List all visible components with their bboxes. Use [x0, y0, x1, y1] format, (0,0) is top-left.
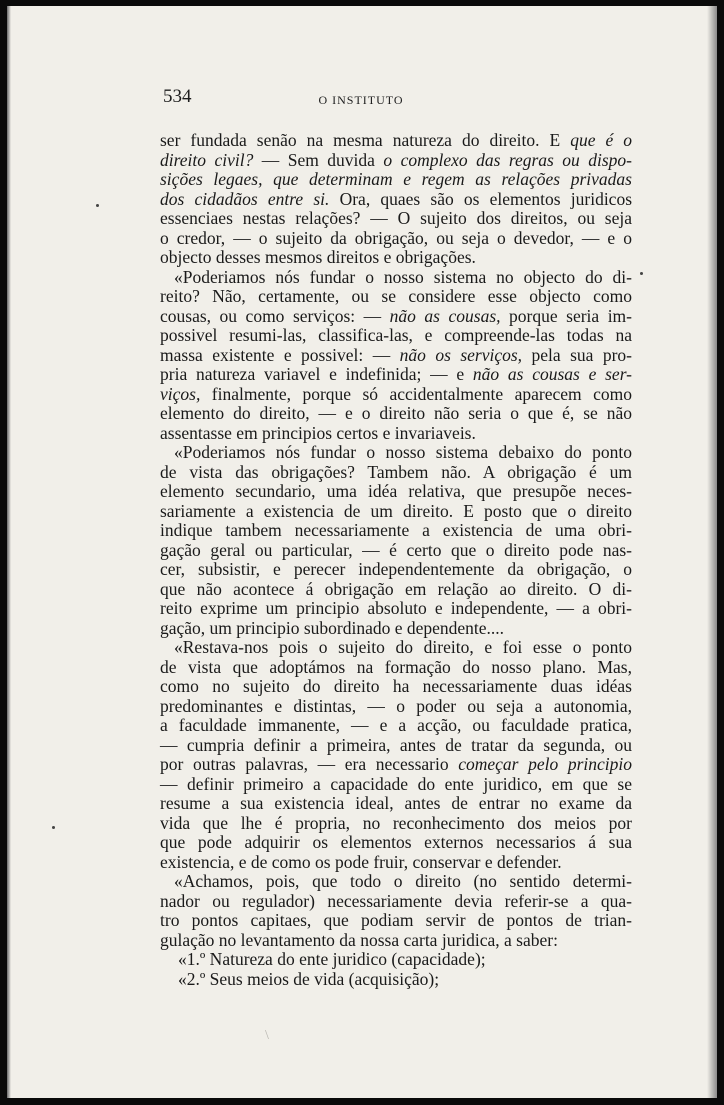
- text-line: [160, 287, 632, 307]
- text-segment: finalmente, porque só accidentalmente aparecem como: [200, 383, 632, 404]
- text-segment: gação geral ou particular, — é certo que o direito pode nas-: [160, 539, 632, 560]
- italic-segment: sições legaes, que determinam e regem as relações privadas: [160, 169, 632, 189]
- text-segment: de vista das obrigações? Tambem não. A obrigação é um: [160, 461, 632, 482]
- text-line: [160, 638, 632, 658]
- text-segment: massa existente e possivel: —: [160, 344, 400, 365]
- text-line: [160, 970, 632, 990]
- text-segment: como no sujeito do direito ha necessariamente duas idéas: [160, 676, 632, 696]
- scan-speck: [640, 272, 643, 275]
- text-line: [160, 443, 632, 463]
- text-line: [160, 151, 632, 171]
- text-segment: a faculdade immanente, — e a acção, ou faculdade pratica,: [160, 715, 632, 735]
- text-segment: ser fundada senão na mesma natureza do direito. E: [160, 130, 571, 150]
- text-segment: tro pontos capitaes, que podiam servir de pontos de trian-: [160, 910, 632, 930]
- text-segment: possivel resumi-las, classifica-las, e compreende-las todas na: [160, 325, 632, 345]
- italic-segment: não os serviços,: [399, 344, 523, 365]
- italic-segment: dos cidadãos entre si.: [160, 188, 330, 209]
- italic-segment: começar pelo principio: [458, 754, 632, 774]
- text-line: [160, 677, 632, 697]
- italic-segment: viços,: [160, 383, 201, 404]
- text-segment: — Sem duvida: [253, 149, 384, 170]
- text-line: [160, 521, 632, 541]
- text-line: [160, 502, 632, 522]
- text-line: [160, 541, 632, 561]
- scan-speck: [96, 204, 99, 207]
- text-line: [160, 463, 632, 483]
- text-segment: nador ou regulador) necessariamente devia referir-se a qua-: [160, 890, 632, 911]
- text-segment: «1.º Natureza do ente juridico (capacidade);: [178, 949, 486, 969]
- italic-segment: não as cousas e ser-: [472, 364, 632, 384]
- text-segment: assentasse em principios certos e invariaveis.: [160, 422, 476, 443]
- text-segment: sariamente a existencia de um direito. E posto que o direito: [160, 500, 632, 521]
- text-segment: «Poderiamos nós fundar o nosso sistema debaixo do ponto: [174, 442, 632, 462]
- text-segment: pria natureza variavel e indefinida; — e: [160, 364, 473, 384]
- text-segment: «Restava-nos pois o sujeito do direito, e foi esse o ponto: [174, 637, 632, 657]
- italic-segment: direito civil?: [160, 149, 254, 170]
- text-line: [160, 716, 632, 736]
- text-segment: elemento do direito, — e o direito não seria o que é, se não: [160, 403, 632, 423]
- text-segment: predominantes e distintas, — o poder ou seja a autonomia,: [160, 695, 632, 716]
- text-line: [160, 814, 632, 834]
- text-line: [160, 892, 632, 912]
- text-line: [160, 580, 632, 600]
- text-line: [160, 599, 632, 619]
- text-segment: indique tambem necessariamente a existencia de uma obri-: [160, 520, 632, 540]
- italic-segment: não as cousas,: [389, 305, 501, 326]
- text-segment: porque seria im-: [500, 305, 632, 326]
- text-line: [160, 911, 632, 931]
- text-line: [160, 307, 632, 327]
- text-line: [160, 658, 632, 678]
- page-header: [163, 86, 559, 112]
- text-segment: gação, um principio subordinado e dependente....: [160, 617, 505, 638]
- text-line: [160, 385, 632, 405]
- text-segment: «2.º Seus meios de vida (acquisição);: [178, 968, 440, 989]
- text-segment: pela sua pro-: [522, 344, 632, 365]
- text-segment: «Achamos, pois, que todo o direito (no sentido determi-: [174, 871, 632, 891]
- text-line: [160, 248, 632, 268]
- text-line: [160, 872, 632, 892]
- text-line: [160, 482, 632, 502]
- text-line: [160, 170, 632, 190]
- text-segment: que pode adquirir os elementos externos necessarios á sua: [160, 832, 632, 852]
- text-segment: vida que lhe é propria, no reconhecimento dos meios por: [160, 812, 632, 833]
- text-segment: resume a sua existencia ideal, antes de entrar no exame da: [160, 793, 632, 813]
- text-line: [160, 190, 632, 210]
- footer-mark: \: [265, 1028, 269, 1043]
- text-line: [160, 346, 632, 366]
- text-segment: essenciaes nestas relações? — O sujeito dos direitos, ou seja: [160, 208, 632, 228]
- italic-segment: que é o: [570, 130, 632, 150]
- scan-edge-left: [7, 6, 11, 1098]
- text-line: [160, 131, 632, 151]
- text-line: [160, 853, 632, 873]
- italic-segment: o complexo das regras ou dispo-: [383, 149, 633, 170]
- text-line: [160, 736, 632, 756]
- text-line: [160, 229, 632, 249]
- text-line: [160, 326, 632, 346]
- text-line: [160, 833, 632, 853]
- text-line: [160, 775, 632, 795]
- text-line: [160, 931, 632, 951]
- text-segment: por outras palavras, — era necessario: [160, 754, 459, 774]
- text-line: [160, 209, 632, 229]
- running-head: O INSTITUTO: [318, 93, 404, 107]
- text-line: [160, 755, 632, 775]
- text-line: [160, 950, 632, 970]
- text-segment: Ora, quaes são os elementos juridicos: [329, 188, 633, 209]
- text-line: [160, 424, 632, 444]
- body-text: [160, 131, 632, 989]
- text-line: [160, 619, 632, 639]
- text-segment: gulação no levantamento da nossa carta juridica, a saber:: [160, 929, 558, 950]
- scan-speck: [52, 826, 55, 829]
- text-line: [160, 794, 632, 814]
- text-segment: elemento secundario, uma idéa relativa, que presupõe neces-: [160, 481, 632, 501]
- text-segment: «Poderiamos nós fundar o nosso sistema no objecto do di-: [174, 266, 632, 287]
- text-segment: objecto desses mesmos direitos e obrigações.: [160, 247, 476, 267]
- text-segment: que não acontece á obrigação em relação ao direito. O di-: [160, 578, 632, 599]
- text-line: [160, 560, 632, 580]
- text-segment: o credor, — o sujeito da obrigação, ou seja o devedor, — e o: [160, 227, 632, 248]
- text-segment: de vista que adoptámos na formação do nosso plano. Mas,: [160, 656, 632, 677]
- text-segment: cousas, ou como serviços: —: [160, 305, 390, 326]
- text-segment: — cumpria definir a primeira, antes de tratar da segunda, ou: [160, 734, 632, 755]
- text-segment: — definir primeiro a capacidade do ente juridico, em que se: [160, 773, 632, 794]
- text-line: [160, 268, 632, 288]
- text-segment: reito? Não, certamente, ou se considere esse objecto como: [160, 286, 632, 306]
- scan-edge-right: [707, 6, 717, 1098]
- page-number: 534: [163, 86, 192, 107]
- text-line: [160, 404, 632, 424]
- text-segment: reito exprime um principio absoluto e independente, — a obri-: [160, 598, 632, 618]
- text-line: [160, 365, 632, 385]
- text-segment: existencia, e de como os pode fruir, conservar e defender.: [160, 851, 562, 872]
- text-segment: cer, subsistir, e perecer independentemente da obrigação, o: [160, 559, 632, 579]
- text-line: [160, 697, 632, 717]
